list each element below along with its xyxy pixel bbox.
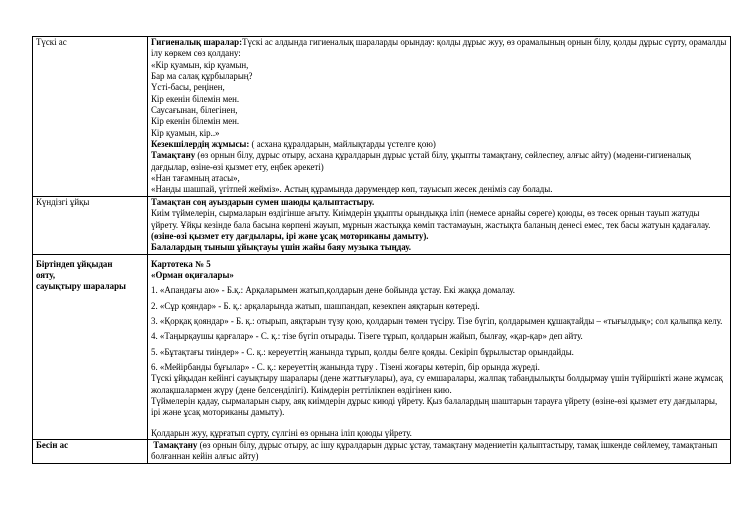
exercise-item: 5. «Бұтақтағы тиіндер» - С. қ.: кереуеттің жанында тұрып, қолды белге қояды. Секіріп бұрылыстар орындайды. bbox=[151, 346, 574, 357]
meal-text: (өз орнын білу, дұрыс отыру, асхана құралдарын дұрыс ұстай білу, ұқыпты тамақтану, сөйлеспеу, алғыс айту) (мәдени-гигиеналық дағдылар, өзіне-өзі қызмет ету, еңбек әрекеті) bbox=[151, 150, 691, 172]
exercise-item: 6. «Мейірбанды бұғылар» - С. қ.: кереуеттің жанында тұру . Тізені жоғары көтеріп, бір орында жүреді. bbox=[151, 361, 540, 372]
duty-text: ( асхана құралдарын, майлықтарды үстелге қою) bbox=[249, 139, 436, 150]
row-label-text: сауықтыру шаралары bbox=[36, 281, 126, 292]
nap-text: Киім түймелерін, сырмаларын өздігінше ағыту. Киімдерін ұқыпты орындыққа іліп (немесе арнайы сөреге) қоюды, өз төсек орнын тауып жатуды үйрету. Ұйқы кезінде бала басына көрпені жауып, мұрнын жастыққа көміп тастамауын, жастықта баланың денесі емес, тек басы жатуын қадағалау. bbox=[151, 208, 711, 230]
daily-schedule-table bbox=[32, 36, 731, 464]
nap-heading: Тамақтан соң ауыздарын сумен шаюды қалыптастыру. bbox=[151, 196, 375, 207]
row-label-text: ояту, bbox=[36, 269, 56, 280]
after-nap-text: Түскі ұйқыдан кейінгі сауықтыру шаралары (дене жаттығулары), ауа, су емшаралары, жалпақ табандылықты болдырмау үшін түйіршікті және жұмсақ жолақшалармен жүру (дене белсенділігі). Киімдерін реттілікпен өздігінен кию. bbox=[151, 373, 723, 395]
closing-text: «Нанды шашпай, үгітпей жейміз». Астың құрамында дәрумендер көп, тауысып жесек деніміз сау болады. bbox=[151, 184, 553, 195]
poem-line: Саусағынан, білегінен, bbox=[151, 105, 238, 116]
nap-music: Балалардың тыныш ұйықтауы үшін жайы баяу музыка тыңдау. bbox=[151, 242, 411, 253]
snack-paragraph bbox=[151, 440, 727, 463]
table-row bbox=[33, 254, 731, 439]
poem-line: Кір екенін білемін мен. bbox=[151, 116, 240, 127]
exercise-item: 1. «Апандағы аю» - Б.қ.: Арқаларымен жатып,қолдарын дене бойында ұстау. Екі жаққа домалау. bbox=[151, 285, 515, 296]
meal-paragraph bbox=[151, 150, 727, 173]
snack-text: (өз орнын білу, дұрыс отыру, ас ішу құралдарын дұрыс ұстау, тамақтану мәдениетін қалыптастыру, тамақ ішкенде сөйлемеу, тамақтанып болғаннан кейін алғыс айту) bbox=[151, 440, 718, 462]
row-label-text: Біртіндеп ұйқыдан bbox=[36, 258, 113, 269]
row-label-lunch bbox=[33, 37, 148, 197]
poem-line: Бар ма салақ құрбыларың? bbox=[151, 71, 253, 82]
poem-line: Кір екенін білемін мен. bbox=[151, 93, 240, 104]
snack-heading: Тамақтану bbox=[153, 440, 198, 450]
row-label-nap bbox=[33, 196, 148, 254]
hygiene-intro: Түскі ас алдында гигиеналық шараларды орындау: қолды дұрыс жуу, өз орамалының орнын білу, қолды дұрыс сүрту, орамалды ілу көркем сөз қолдану: bbox=[151, 37, 727, 59]
nap-text-bold: (өзіне-өзі қызмет ету дағдылары, ірі және ұсақ моториканы дамыту). bbox=[151, 230, 429, 241]
exercise-item: 2. «Сұр қояндар» - Б. қ.: арқаларында жатып, шашпандап, кезекпен аяқтарын көтереді. bbox=[151, 300, 480, 311]
row-label-snack bbox=[33, 440, 148, 464]
hygiene-heading: Гигиеналық шаралар: bbox=[151, 37, 243, 47]
washing-text: Қолдарын жуу, құрғатып сүрту, сүлгіні өз орнына іліп қоюды үйрету. bbox=[151, 427, 412, 438]
hygiene-paragraph bbox=[151, 37, 727, 60]
nap-paragraph bbox=[151, 208, 727, 242]
duty-heading: Кезекшілердің жұмысы: bbox=[151, 139, 250, 150]
table-row bbox=[33, 196, 731, 254]
dressing-text: Түймелерін қадау, сырмаларын сыру, аяқ киімдерін дұрыс киюді үйрету. Қыз балалардың шаштарын тарауға үйрету (өзіне-өзі қызмет ету дағдылары, ірі және ұсақ моториканы дамыту). bbox=[151, 395, 718, 418]
row-label-wakeup bbox=[33, 254, 148, 439]
poem-line: Кір қуамын, кір..» bbox=[151, 127, 220, 138]
duty-paragraph bbox=[151, 139, 727, 150]
poem-line: «Кір қуамын, кір қуамын, bbox=[151, 59, 249, 70]
table-row bbox=[33, 37, 731, 197]
nap-content bbox=[148, 196, 731, 254]
row-label-text: Күндізгі ұйқы bbox=[36, 196, 90, 207]
lunch-content bbox=[148, 37, 731, 197]
wakeup-content bbox=[148, 254, 731, 439]
row-label-text: Бесін ас bbox=[36, 440, 69, 450]
snack-content bbox=[148, 440, 731, 464]
table-row bbox=[33, 440, 731, 464]
exercise-item: 4. «Таңырқаушы қарғалар» - С. қ.: тізе бүгіп отырады. Тізеге тұрып, қолдарын жайып, былғау, «қар-қар» деп айту. bbox=[151, 331, 583, 342]
poem-line: Үсті-басы, реңінен, bbox=[151, 82, 225, 93]
meal-heading: Тамақтану bbox=[151, 150, 196, 161]
card-number: Картотека № 5 bbox=[151, 258, 211, 269]
exercise-item: 3. «Қорқақ қояндар» - Б. қ.: отырып, аяқтарын түзу қою, қолдарын төмен түсіру. Тізе бүгіп, қолдарымен құшақтайды – «тығылдық»; сол қалыпқа келу. bbox=[151, 315, 723, 326]
row-label-text: Түскі ас bbox=[36, 37, 67, 47]
bread-saying: «Нан тағамның атасы», bbox=[151, 173, 240, 184]
exercise-title: «Орман оқиғалары» bbox=[151, 269, 234, 280]
